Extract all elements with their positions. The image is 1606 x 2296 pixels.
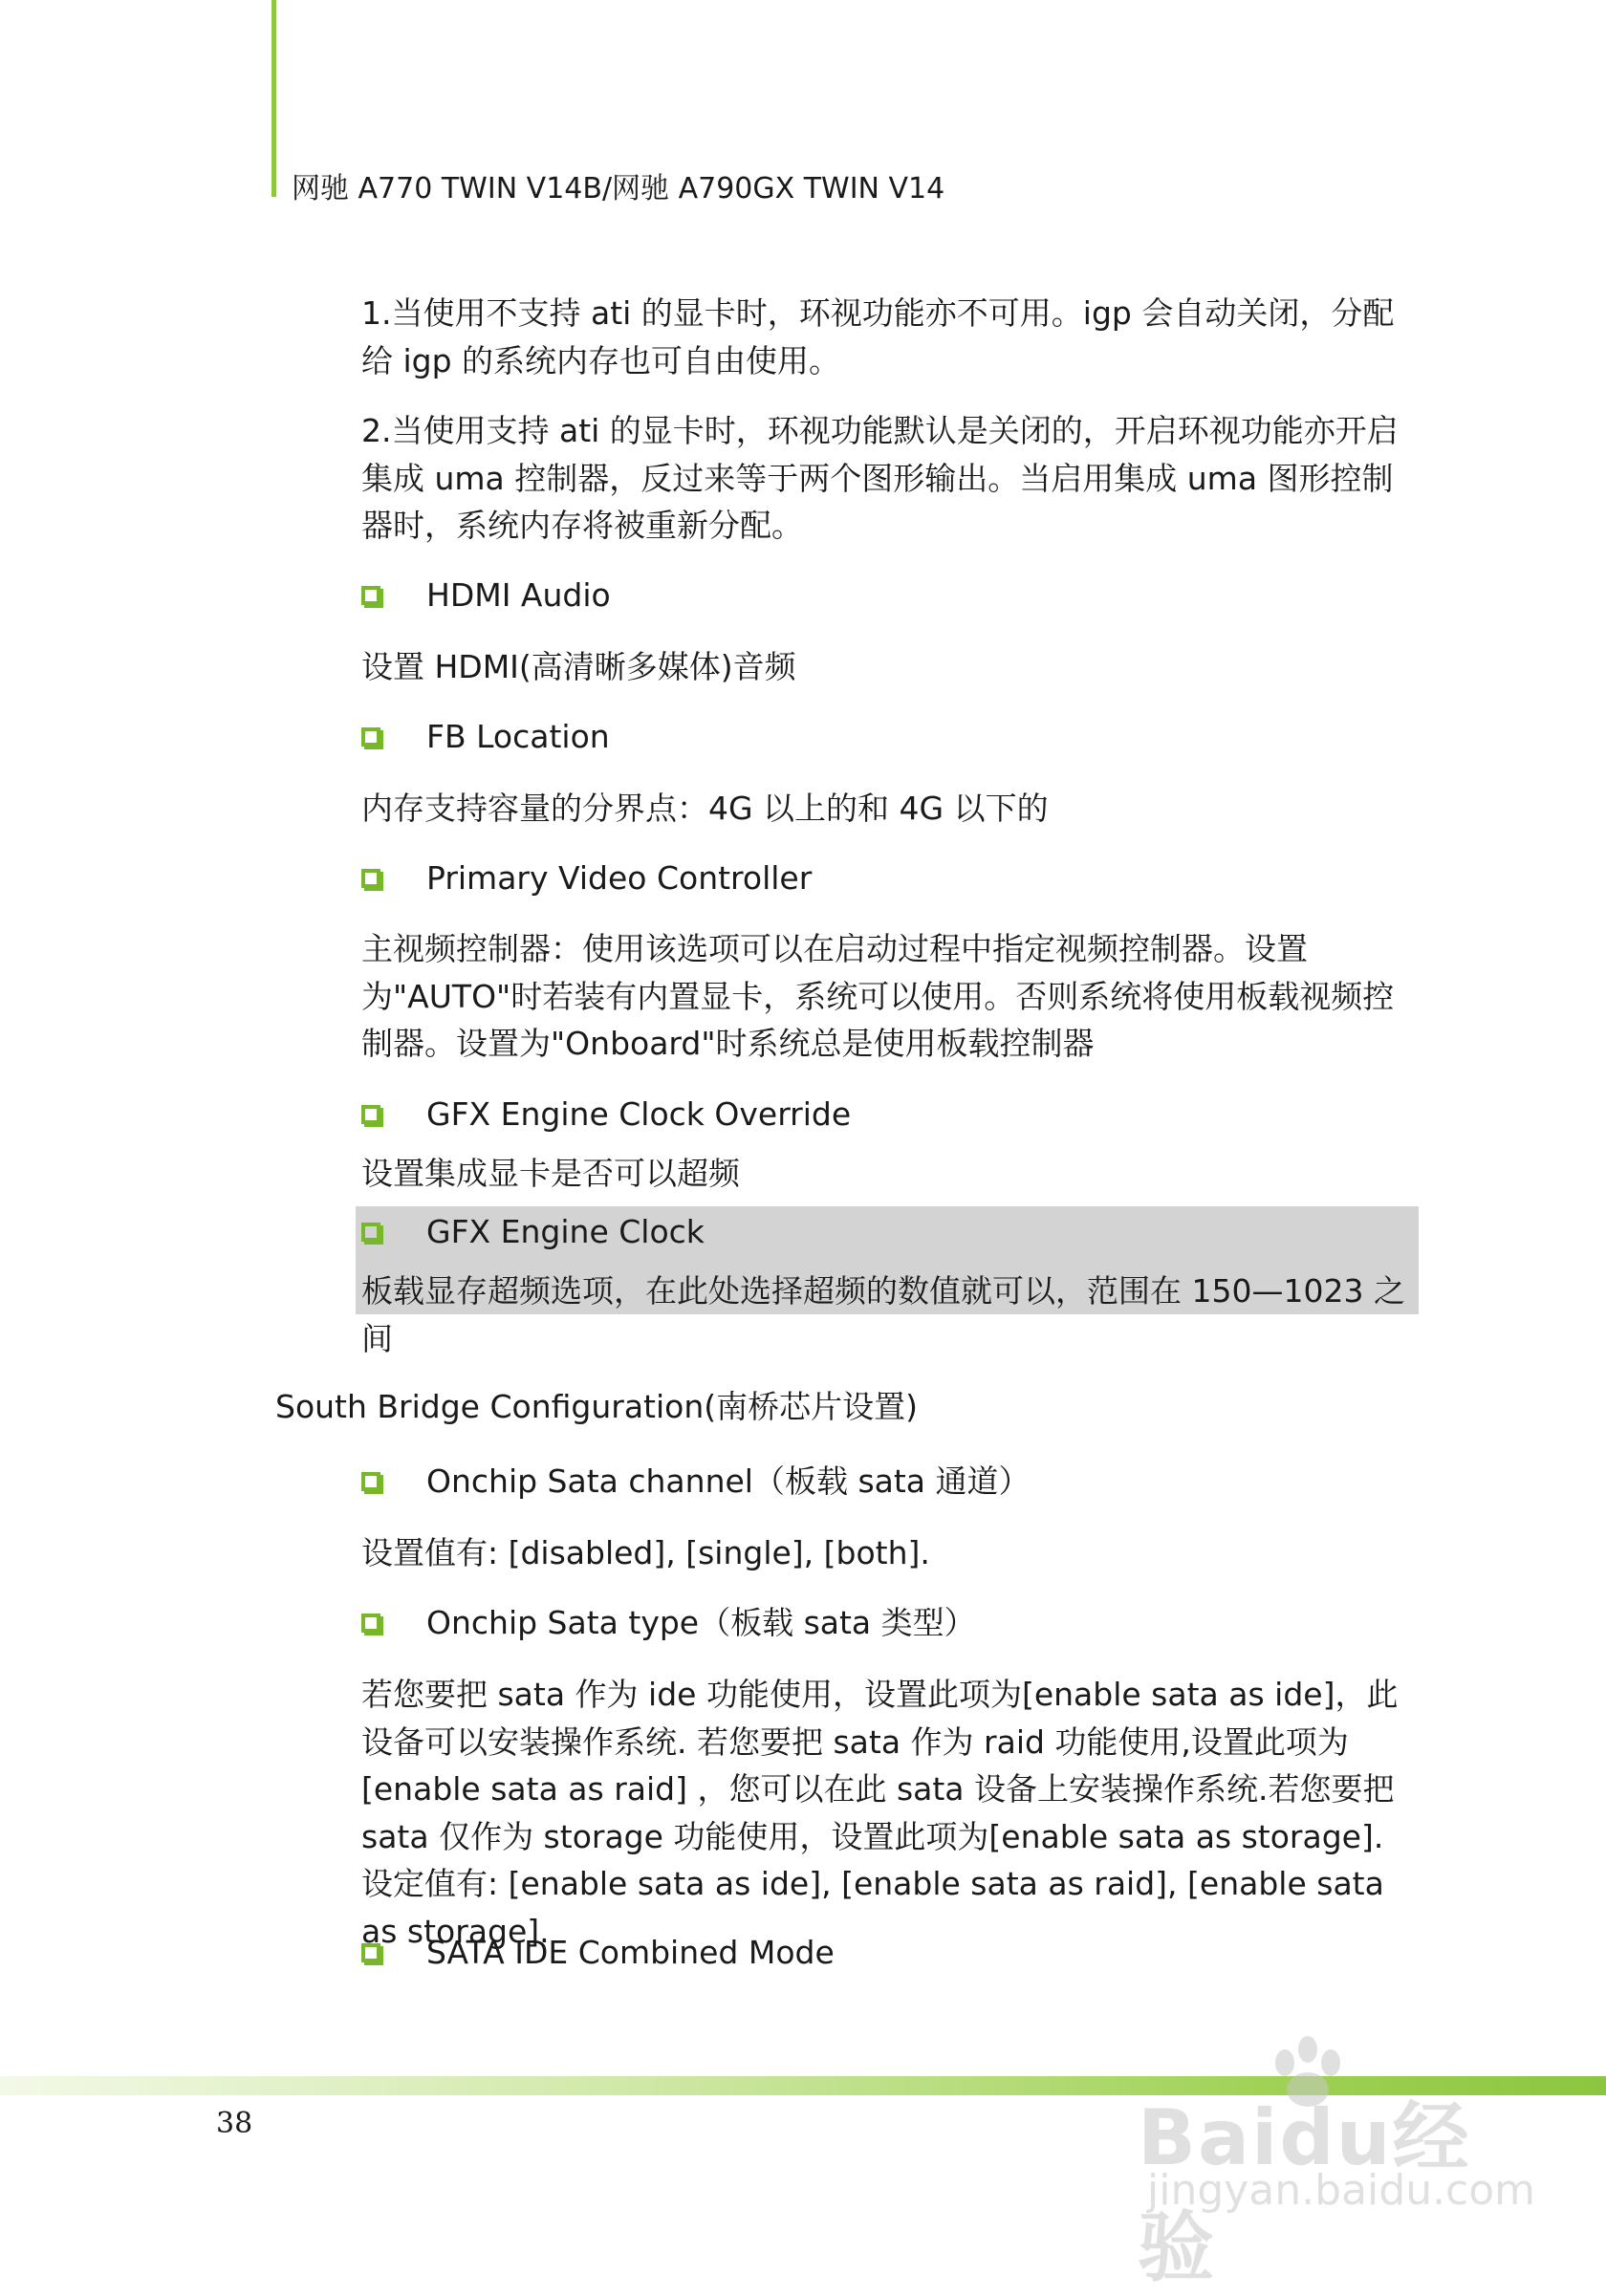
paragraph-1: 1.当使用不支持 ati 的显卡时，环视功能亦不可用。igp 会自动关闭，分配给 igp 的系统内存也可自由使用。 [361, 294, 1395, 379]
item-description: 设置值有: [disabled], [single], [both]. [361, 1534, 930, 1571]
item-title: Onchip Sata type（板载 sata 类型） [426, 1604, 976, 1641]
item-title: GFX Engine Clock Override [426, 1095, 852, 1133]
item-title: GFX Engine Clock [426, 1213, 705, 1250]
checkbox-bullet-icon [361, 1223, 380, 1242]
item-title: SATA IDE Combined Mode [426, 1934, 835, 1971]
checkbox-bullet-icon [361, 727, 380, 747]
checkbox-bullet-icon [361, 1105, 380, 1124]
item-sata-ide-combined-mode [361, 1934, 835, 1972]
baidu-watermark [1138, 2034, 1539, 2292]
item-title: HDMI Audio [426, 576, 611, 614]
checkbox-bullet-icon [361, 586, 380, 605]
item-description: 设置集成显卡是否可以超频 [361, 1155, 740, 1192]
checkbox-bullet-icon [361, 1943, 380, 1962]
item-gfx-engine-clock-override [361, 1095, 851, 1134]
checkbox-bullet-icon [361, 1614, 380, 1633]
item-primary-video-controller [361, 859, 812, 898]
watermark-url: jingyan.baidu.com [1147, 2166, 1536, 2215]
item-description: 主视频控制器：使用该选项可以在启动过程中指定视频控制器。设置为"AUTO"时若装有内置显卡，系统可以使用。否则系统将使用板载视频控制器。设置为"Onboard"时系统总是使用板载控制器 [361, 930, 1395, 1062]
item-title: Primary Video Controller [426, 859, 813, 897]
item-title: FB Location [426, 718, 610, 755]
item-description: 内存支持容量的分界点：4G 以上的和 4G 以下的 [361, 790, 1049, 827]
checkbox-bullet-icon [361, 869, 380, 888]
item-title: Onchip Sata channel（板载 sata 通道） [426, 1462, 1031, 1500]
header-accent-line [271, 0, 276, 197]
page-number: 38 [216, 2107, 253, 2140]
item-fb-location [361, 718, 610, 756]
item-description: 设置 HDMI(高清晰多媒体)音频 [361, 648, 796, 685]
watermark-brand: Baidu经验 [1138, 2093, 1471, 2292]
item-hdmi-audio [361, 576, 611, 615]
item-gfx-engine-clock [361, 1213, 705, 1251]
page-header: 网驰 A770 TWIN V14B/网驰 A790GX TWIN V14 [292, 172, 945, 206]
paragraph-2: 2.当使用支持 ati 的显卡时，环视功能默认是关闭的，开启环视功能亦开启集成 uma 控制器，反过来等于两个图形输出。当启用集成 uma 图形控制器时，系统内存将被重新分配。 [361, 412, 1399, 544]
checkbox-bullet-icon [361, 1472, 380, 1491]
item-description: 若您要把 sata 作为 ide 功能使用，设置此项为[enable sata as ide]，此设备可以安装操作系统. 若您要把 sata 作为 raid 功能使用,设置此项为[enable sata as raid] ，您可以在此 sata 设备上安装操作系统.若您要把 sata 仅作为 storage 功能使用，设置此项为[enable sata as storage].设定值有: [enable sata as ide], [enable sata as raid], [enable sata as storage]. [361, 1676, 1399, 1950]
item-description: 板载显存超频选项，在此处选择超频的数值就可以，范围在 150—1023 之间 [361, 1272, 1405, 1357]
item-onchip-sata-type [361, 1604, 976, 1642]
section-heading: South Bridge Configuration(南桥芯片设置) [275, 1388, 919, 1425]
item-onchip-sata-channel [361, 1462, 1031, 1501]
